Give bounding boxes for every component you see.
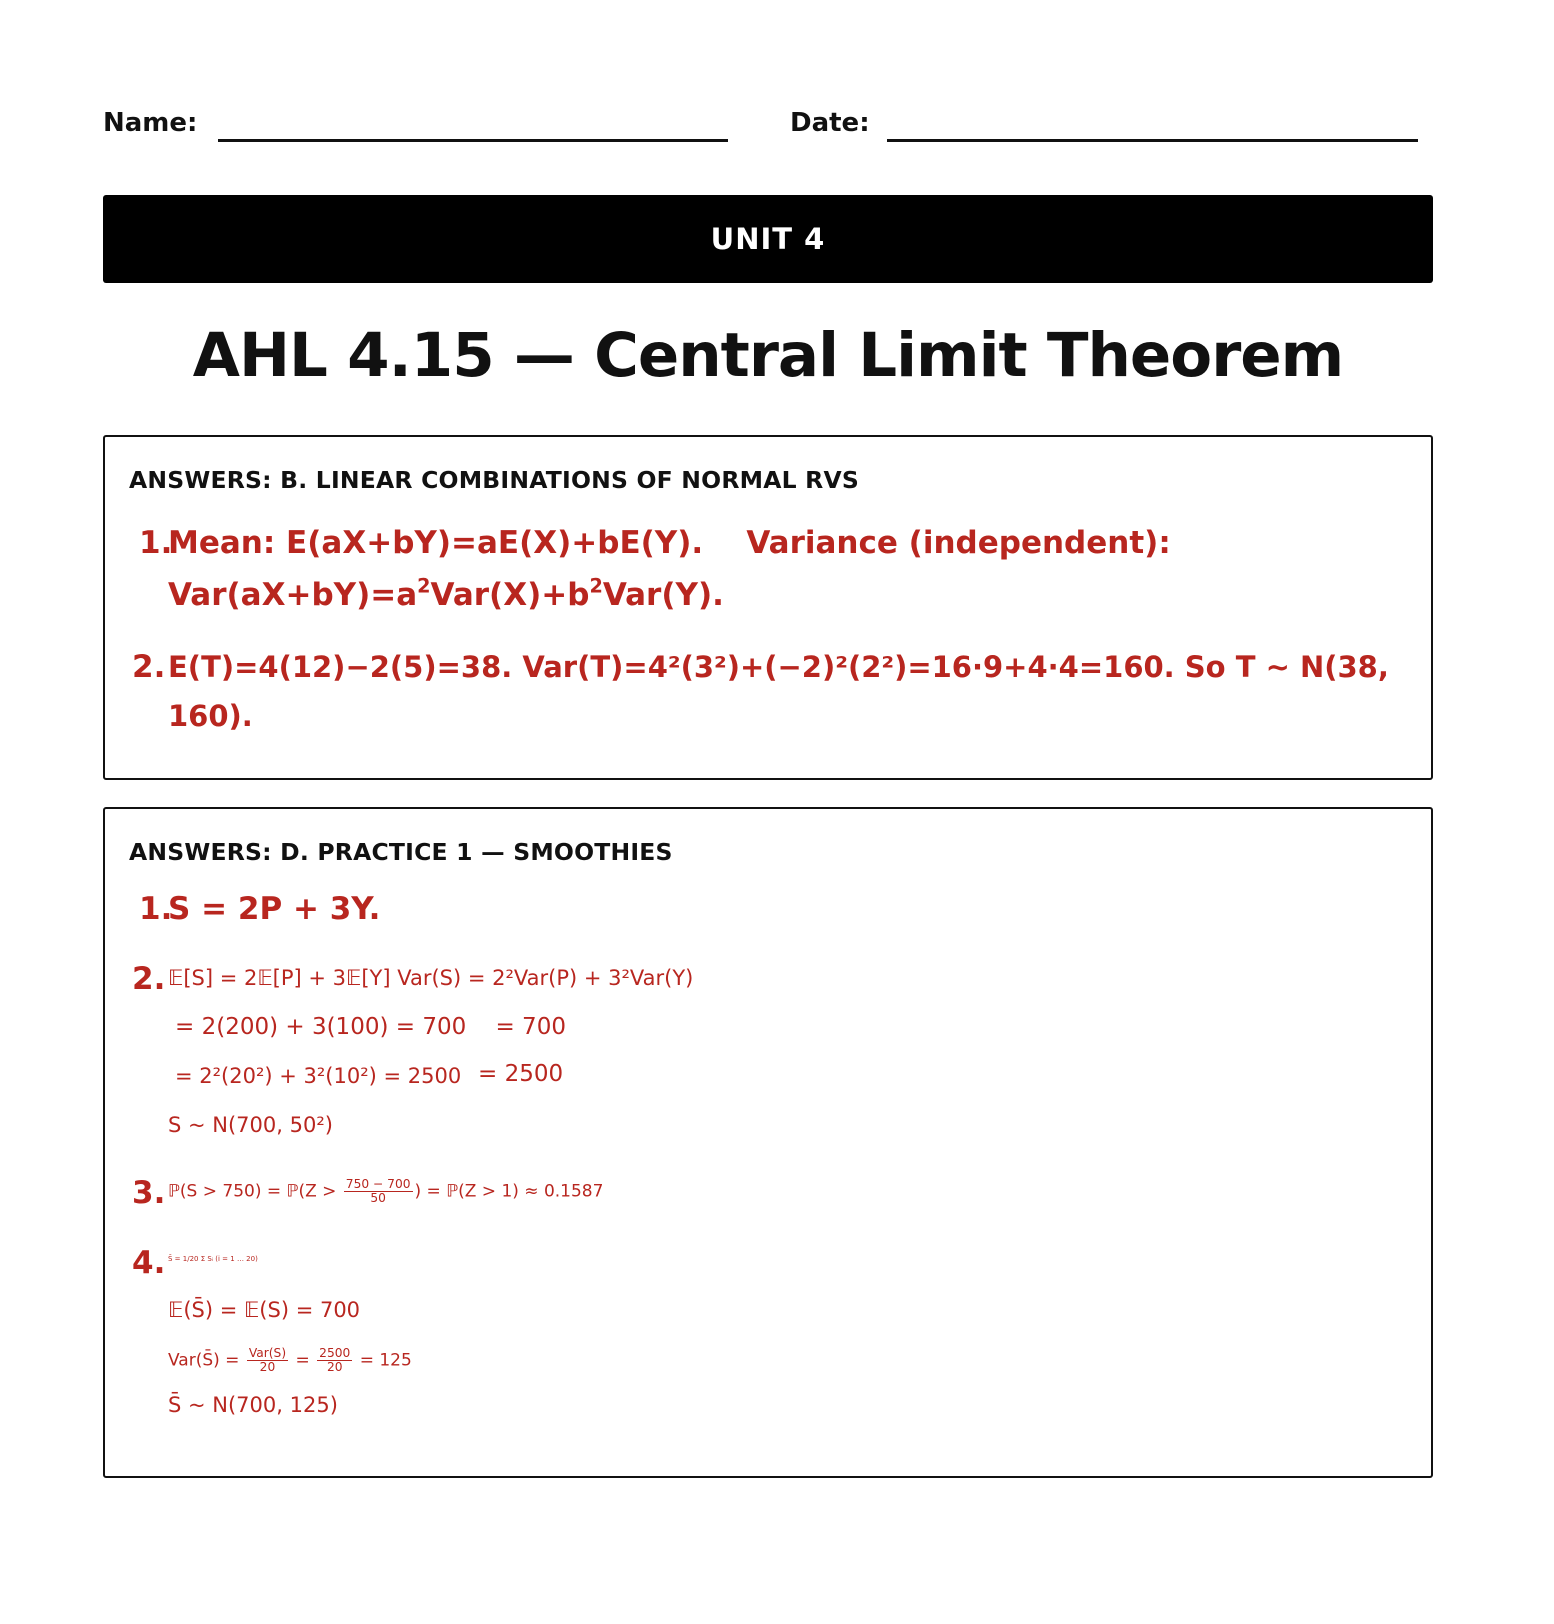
answer-d3-pre: ℙ(S > 750) = ℙ(Z >: [168, 1181, 342, 1202]
answer-d3-expression: [168, 1178, 603, 1205]
answer-d3-number: 3.: [132, 1175, 166, 1211]
answer-b1-line2-post: Var(Y).: [602, 577, 724, 613]
answer-d3-fraction: [344, 1178, 413, 1205]
answer-b1-number: 1.: [139, 525, 173, 561]
answer-d4-frac1-den: 20: [259, 1359, 276, 1374]
date-line[interactable]: [887, 139, 1418, 142]
answer-d2-line4: S ~ N(700, 50²): [168, 1113, 333, 1137]
answer-d4-frac2-num: 2500: [319, 1346, 351, 1360]
answers-b-heading: ANSWERS: B. LINEAR COMBINATIONS OF NORMAL RVS: [129, 466, 859, 494]
answers-b-box: [103, 435, 1433, 780]
answer-d4-frac2-den: 20: [326, 1359, 343, 1374]
unit-label: UNIT 4: [710, 222, 826, 256]
date-label: Date:: [790, 108, 870, 138]
answer-d1-number: 1.: [139, 891, 173, 927]
name-label: Name:: [103, 108, 198, 138]
answer-d4-line1: 𝔼(S̄) = 𝔼(S) = 700: [168, 1298, 361, 1322]
answer-d2-line1: 𝔼[S] = 2𝔼[P] + 3𝔼[Y] Var(S) = 2²Var(P) + 3²Var(Y): [168, 966, 694, 990]
answer-d2-line3a: = 2²(20²) + 3²(10²) = 2500: [175, 1064, 462, 1088]
page-title: AHL 4.15 — Central Limit Theorem: [192, 320, 1344, 391]
answer-d4-fraction1: [247, 1347, 288, 1374]
answer-d2-line2: = 2(200) + 3(100) = 700 = 700: [175, 1014, 566, 1040]
answers-d-heading: ANSWERS: D. PRACTICE 1 — SMOOTHIES: [129, 838, 673, 866]
answer-b1-line2: [168, 569, 724, 621]
answer-b2-line2: 160).: [168, 699, 253, 733]
answer-b1-sup2: 2: [589, 574, 603, 598]
answer-b1-sup1: 2: [417, 574, 431, 598]
answer-b1-line2-mid: Var(X)+b: [430, 577, 590, 613]
answer-d4-line2-post: = 125: [359, 1350, 412, 1371]
answer-d3-frac-num: 750 − 700: [345, 1177, 411, 1191]
answer-b2-line1: E(T)=4(12)−2(5)=38. Var(T)=4²(3²)+(−2)²(2²)=16·9+4·4=160. So T ~ N(38,: [168, 650, 1389, 684]
unit-banner: [103, 195, 1433, 283]
answer-d4-line3: S̄ ~ N(700, 125): [168, 1393, 338, 1417]
answer-d1-text: S = 2P + 3Y.: [168, 891, 381, 927]
answer-d3-post: ) = ℙ(Z > 1) ≈ 0.1587: [414, 1181, 604, 1202]
answer-d2-line3b: = 2500: [478, 1061, 564, 1087]
answer-d4-number: 4.: [132, 1245, 166, 1281]
answers-d-box: [103, 807, 1433, 1478]
name-line[interactable]: [218, 139, 728, 142]
answer-b1-line1: Mean: E(aX+bY)=aE(X)+bE(Y). Variance (independent):: [168, 525, 1171, 561]
answer-d4-definition: S̄ = 1/20 Σ Sᵢ (i = 1 … 20): [168, 1255, 258, 1263]
answer-d4-fraction2: [317, 1347, 352, 1374]
answer-b1-line2-pre: Var(aX+bY)=a: [168, 577, 418, 613]
answer-b2-number: 2.: [132, 649, 166, 685]
answer-d4-line2-pre: Var(S̄) =: [168, 1350, 245, 1371]
answer-d2-number: 2.: [132, 961, 166, 997]
answer-d4-frac1-num: Var(S): [248, 1346, 287, 1360]
answer-d4-line2: Var(S̄) = $\frac{\text{Var(S)}}{20}$ = $\frac{2500}{20}$ = 125: [168, 1346, 412, 1374]
answer-d3-frac-den: 50: [370, 1190, 386, 1205]
